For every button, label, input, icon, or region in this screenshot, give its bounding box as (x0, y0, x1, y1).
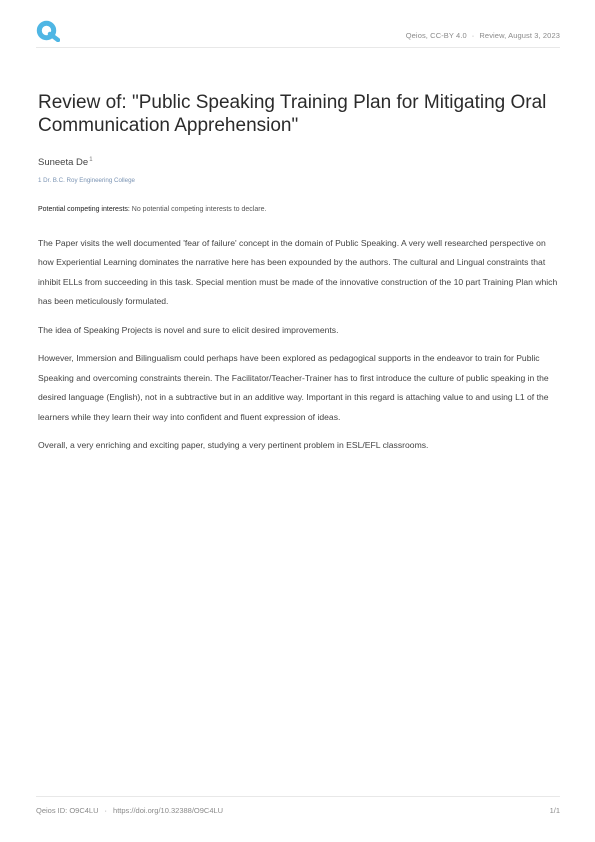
footer-divider (36, 796, 560, 797)
qeios-logo-icon (36, 20, 60, 42)
header-divider (36, 47, 560, 48)
paragraph: However, Immersion and Bilingualism could perhaps have been explored as pedagogical supports in the endeavor to train for Public Speaking and overcoming constraints therein. The Facilitator/Teacher-Trainer has to first introduce the culture of public speaking in the desired language (English), not in a subtractive but in an additive way. Important in this regard is attaching value to and using L1 of the learners while they learn their way into confident and fluent expression of ideas. (38, 353, 549, 422)
paragraph: The idea of Speaking Projects is novel and sure to elicit desired improvements. (38, 324, 339, 335)
doi-link[interactable]: https://doi.org/10.32388/O9C4LU (113, 806, 224, 815)
author-name[interactable]: Suneeta De (38, 157, 89, 169)
author-affiliation-marker: 1 (89, 157, 93, 163)
footer-separator: · (104, 806, 108, 815)
competing-interests (38, 206, 266, 213)
article-title: Review of: "Public Speaking Training Plan for Mitigating Oral Communication Apprehension" (38, 92, 547, 136)
competing-interests-text: No potential competing interests to declare. (131, 206, 267, 213)
footer-meta (36, 806, 223, 815)
author-line (38, 157, 93, 168)
affiliation: 1 Dr. B.C. Roy Engineering College (38, 177, 135, 184)
review-body (38, 234, 562, 465)
qeios-id: Qeios ID: O9C4LU (36, 806, 99, 815)
paragraph: Overall, a very enriching and exciting paper, studying a very pertinent problem in ESL/EFL classrooms. (38, 440, 429, 451)
page-number: 1/1 (549, 806, 560, 815)
header-separator: · (471, 31, 475, 40)
competing-interests-label: Potential competing interests: (38, 206, 130, 213)
review-date: Review, August 3, 2023 (479, 31, 560, 40)
paragraph: The Paper visits the well documented 'fear of failure' concept in the domain of Public Speaking. A very well researched perspective on how Experiential Learning dominates the narrative here has been expounded by the authors. The cultural and Lingual constraints that inhibit ELLs from succeeding in this task. Special mention must be made of the innovative construction of the 10 part Training Plan which has been meticulously formulated. (38, 238, 558, 307)
license-text: Qeios, CC-BY 4.0 (405, 31, 467, 40)
header-meta (406, 31, 560, 40)
